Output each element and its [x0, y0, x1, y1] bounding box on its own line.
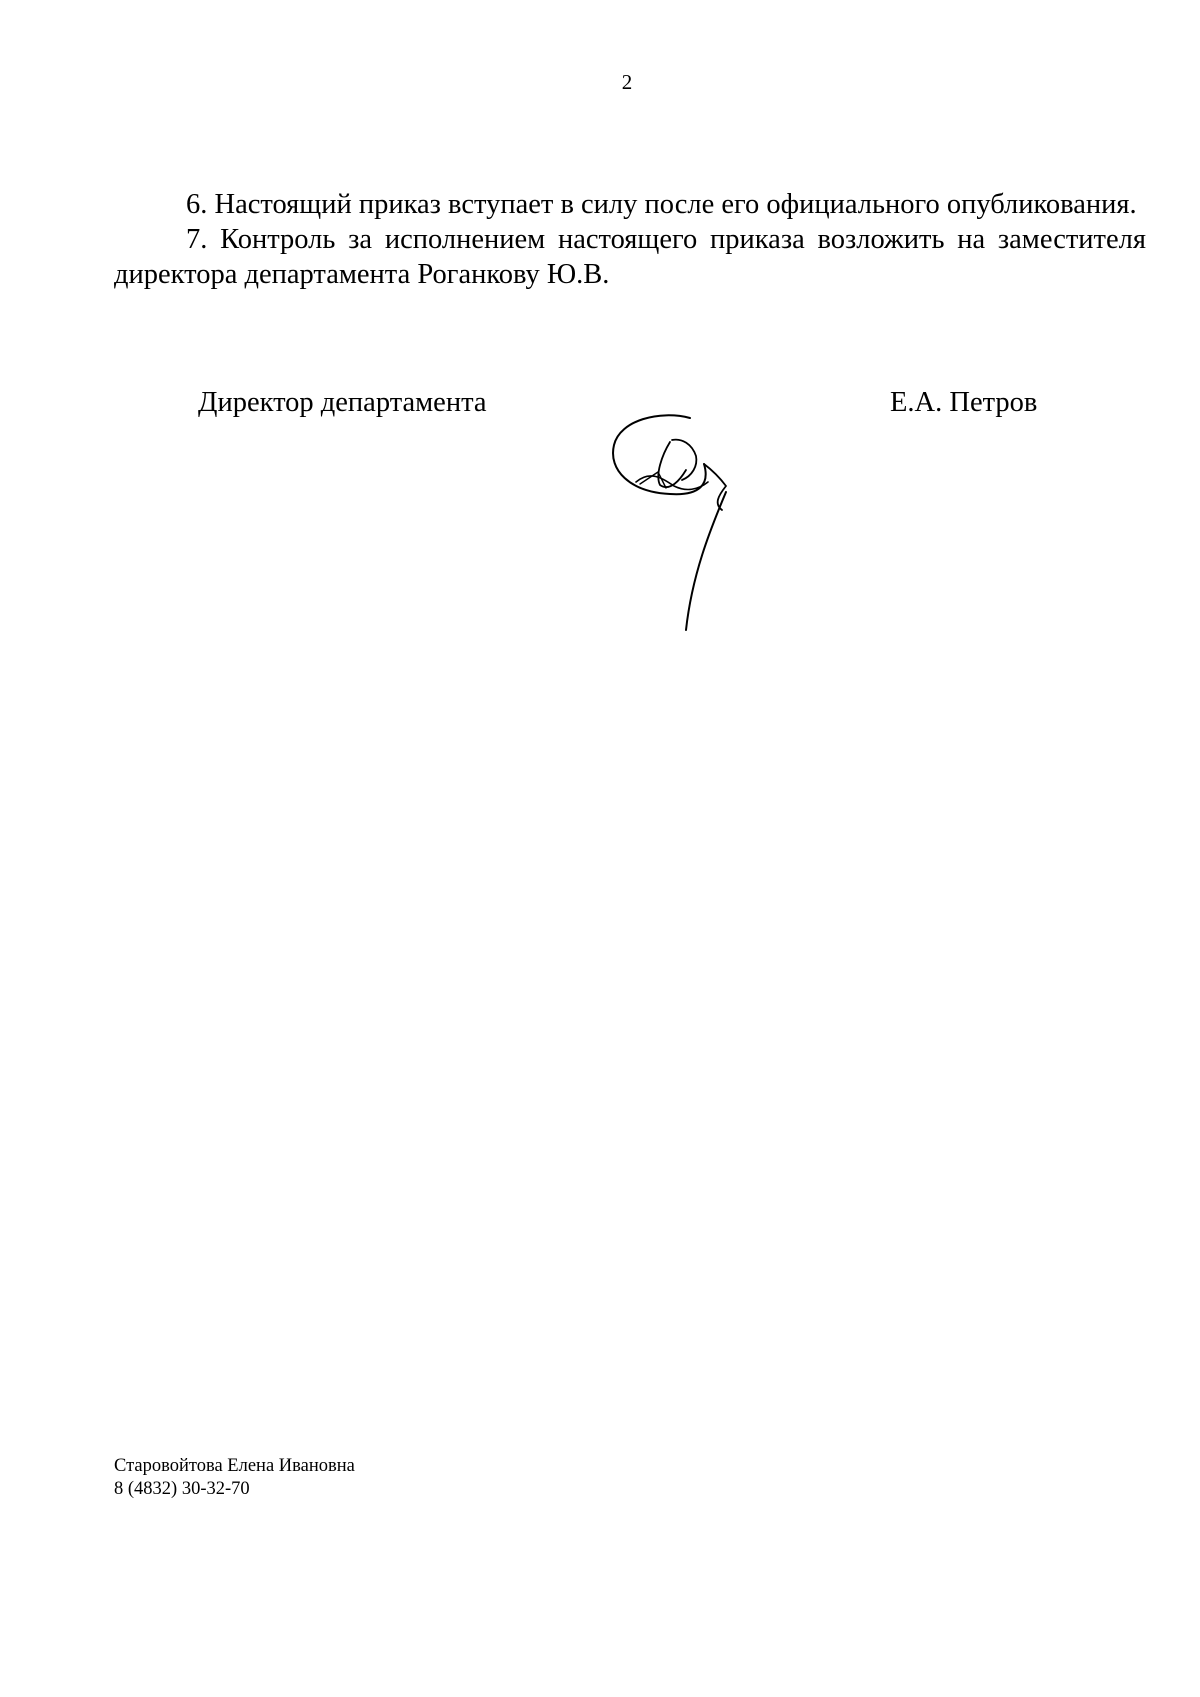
- signer-title: Директор департамента: [198, 387, 487, 418]
- performer-phone: 8 (4832) 30-32-70: [114, 1479, 250, 1499]
- document-body: [114, 187, 1146, 292]
- performer-info: [114, 1455, 355, 1501]
- paragraph-6: 6. Настоящий приказ вступает в силу после его официального опубликования.: [186, 189, 1137, 220]
- signer-name: Е.А. Петров: [890, 387, 1038, 418]
- performer-name: Старовойтова Елена Ивановна: [114, 1456, 355, 1476]
- paragraph-7: 7. Контроль за исполнением настоящего приказа возложить на заместителя директора департамента Роганкову Ю.В.: [114, 224, 1146, 290]
- handwritten-signature-icon: [600, 400, 760, 640]
- page-number: 2: [621, 70, 633, 94]
